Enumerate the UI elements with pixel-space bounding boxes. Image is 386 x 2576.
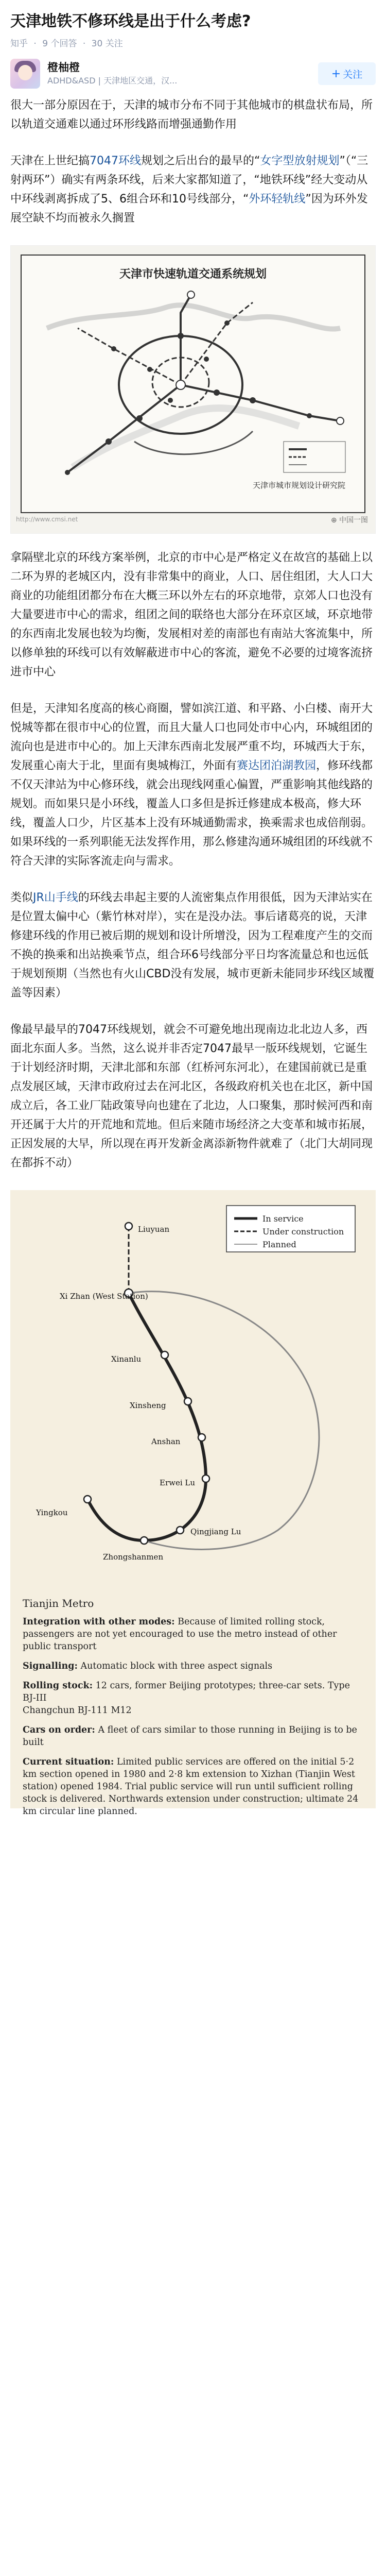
station-label: Anshan (151, 1437, 181, 1446)
image-watermark: http://www.cmsi.net (16, 516, 78, 523)
avatar[interactable] (10, 59, 40, 89)
question-meta: 知乎 · 9 个回答 · 30 关注 (10, 39, 123, 49)
station-label: Qingjiang Lu (190, 1527, 241, 1536)
link-outer-ring-lrt[interactable]: 外环轻轨线 (249, 193, 306, 206)
plus-icon: + (331, 67, 341, 80)
legend-planned: Planned (262, 1240, 296, 1249)
link-7047[interactable]: 7047环线 (90, 155, 142, 167)
book-current-situation: Current situation: Limited public services are offered on the initial 5·2 km section opened in 1980 and 2·8 km extension to Xizhan (Tianjin West station) opened 1984. Trial public service will run until sufficient rolling stock is delivered. Northwards extension under construction; ultimate 24 km circular line planned. (23, 1757, 359, 1817)
paragraph-3: 拿隔壁北京的环线方案举例，北京的市中心是严格定义在故宫的基础上以二环为界的老城区内，没有非常集中的商业，人口、居住组团，大人口大商业的功能组团都分布在大概三环以外左右的环京地带，京郊人口也没有大量要进市中心的需求，组团之间的联络也大部分在环京区域，环京地带的东西南北发展也较为均衡，发展相对差的南部也有南站大客流集中，所以修单独的环线可以有效解蔽进市中心的客流，避免不必要的过境客流挤进市中心 (10, 551, 373, 679)
link-nv-zi-xing[interactable]: 女字型 (260, 155, 294, 167)
map-footer: 天津市城市规划设计研究院 (252, 481, 346, 490)
station-label: Xinsheng (130, 1401, 166, 1410)
paragraph-5: 类似JR山手线的环线去串起主要的人流密集点作用很低，因为天津站实在是位置太偏中心（紫竹林对岸），实在是没办法。事后诸葛亮的说，天津修建环线的作用已被后期的规划和设计所增没，因为工程难度产生的交而不换的换乘和出站换乘节点，组合环6号线部分平日均客流量总和也远低于规划预期（当然也有火山CBD没有发展，城市更新未能同步环线区域覆盖等因素） (10, 891, 375, 999)
station-label: Xinanlu (111, 1354, 142, 1364)
rail-plan-map-image[interactable] (10, 245, 376, 534)
image-logo: ⊕ 中国一图 (330, 516, 368, 524)
author-bio: ADHD&ASD | 天津地区交通，汉... (47, 76, 178, 86)
book-signalling: Signalling: Automatic block with three aspect signals (23, 1661, 273, 1671)
author-card (0, 49, 386, 96)
station-label: Yingkou (36, 1508, 68, 1517)
link-radial-plan[interactable]: 放射规划 (294, 155, 340, 167)
paragraph-1: 很大一部分原因在于，天津的城市分布不同于其他城市的棋盘状布局，所以轨道交通难以通过环形线路而增强通勤作用 (10, 99, 373, 131)
station-label: Liuyuan (138, 1225, 170, 1234)
book-rolling-stock: Rolling stock: 12 cars, former Beijing prototypes; three-car sets. Type BJ-III Changchun BJ-111 M12 (23, 1681, 350, 1716)
book-excerpt (23, 1597, 364, 1825)
source-label[interactable]: 知乎 (10, 39, 28, 49)
follow-button[interactable] (318, 62, 376, 85)
author-info (47, 60, 318, 87)
tianjin-metro-book-image[interactable] (10, 1190, 376, 1817)
book-title: Tianjin Metro (23, 1597, 94, 1609)
follow-label: 关注 (343, 69, 363, 80)
follower-count: 30 关注 (91, 39, 123, 49)
legend-under-construction: Under construction (262, 1227, 344, 1236)
link-saida-tuanbo[interactable]: 赛达团泊湖教园 (237, 759, 317, 772)
book-cars-on-order: Cars on order: A fleet of cars similar to those running in Beijing is to be built (23, 1725, 357, 1748)
question-title[interactable]: 天津地铁不修环线是出于什么考虑? (10, 12, 251, 30)
author-name[interactable]: 橙柚橙 (47, 61, 80, 74)
book-integration: Integration with other modes: Because of limited rolling stock, passengers are not yet encouraged to use the metro instead of other public transport (23, 1617, 337, 1652)
paragraph-2: 天津在上世纪搞7047环线规划之后出台的最早的“女字型放射规划”（“三射两环”）确实有两条环线，后来大家都知道了，“地铁环线”经大变动从中环线剥离拆成了5、6组合环和10号线部分，“外环轻轨线”因为环外发展空缺不均而被永久搁置 (10, 155, 369, 225)
station-label: Xi Zhan (West Station) (60, 1292, 148, 1301)
legend-in-service: In service (262, 1214, 304, 1224)
paragraph-4: 但是，天津知名度高的核心商圈，譬如滨江道、和平路、小白楼、南开大悦城等都在很市中心的位置，而且大量人口也同处市中心内，环城组团的流向也是进市中心的。加上天津东西南北发展严重不均，环城西大于东，发展重心南大于北，里面有奥城梅江，外面有赛达团泊湖教园，修环线都不仅天津站为中心修环线，就会出现线网重心偏置，严重影响其他线路的规划。而如果只是小环线，覆盖人口多但是拆迁修建成本极高，修大环线，覆盖人口少，片区基本上没有环城通勤需求，换乘需求也成倍削弱。如果环线的一系列职能无法发挥作用，那么修建沟通环城组团的环线就不符合天津的实际客流走向与需求。 (10, 702, 373, 868)
station-label: Zhongshanmen (103, 1552, 164, 1562)
answer-content (0, 96, 386, 1817)
station-label: Erwei Lu (160, 1478, 196, 1487)
rail-plan-map (11, 246, 375, 533)
paragraph-6: 像最早最早的7047环线规划，就会不可避免地出现南边北北边人多，西面北东面人多。当然，这么说并非否定7047最早一版环线规划，它诞生于计划经济时期，天津北部和东部（红桥河东河北），在建国前就已是重点发展区域，天津市政府过去在河北区，各级政府机关也在北区，新中国成立后，各工业厂陆政策导向也建在了北边，人口聚集，那时候河西和南开还属于大片的开荒地和荒地。但后来随市场经济之大变革和城市拓展，正因发展的大早，所以现在再开发新金离添新物件就难了（北门大胡同现在都拆不动） (10, 1023, 373, 1170)
link-jr-yamanote[interactable]: JR山手线 (33, 891, 78, 904)
map-title: 天津市快速轨道交通系统规划 (119, 267, 267, 281)
answer-count[interactable]: 9 个回答 (42, 39, 77, 49)
